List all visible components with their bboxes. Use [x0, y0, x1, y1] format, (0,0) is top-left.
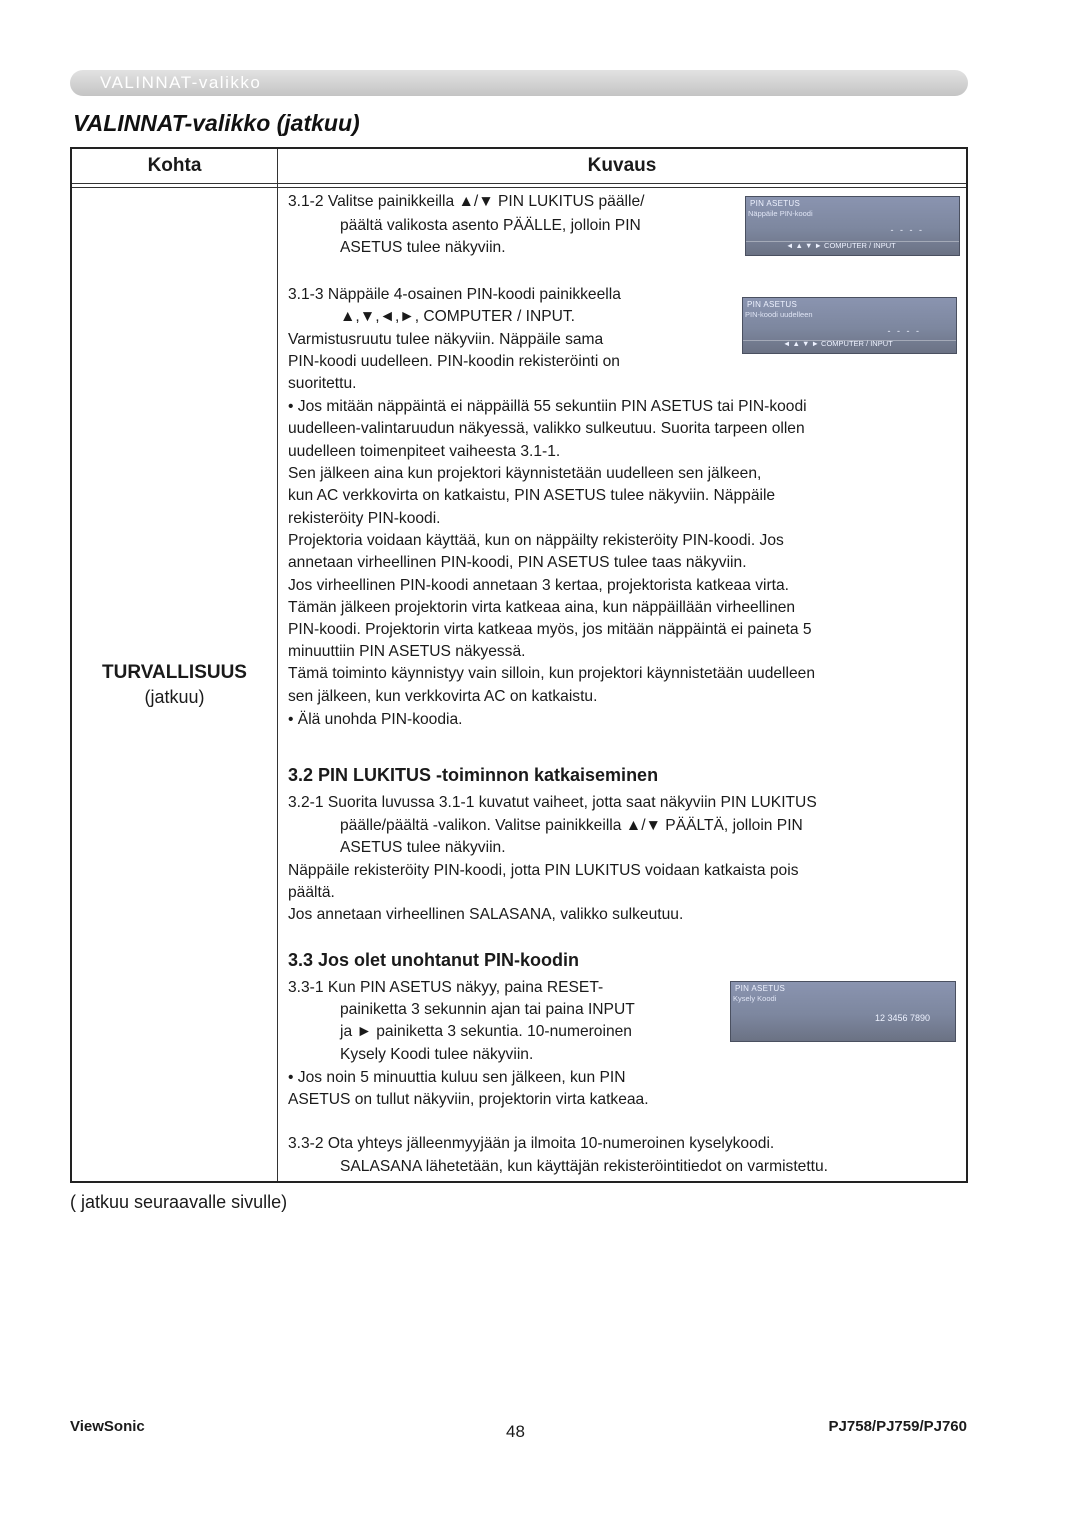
- inquiry-code: 12 3456 7890: [874, 1013, 930, 1023]
- desc-line: • Jos mitään näppäintä ei näppäillä 55 sekuntiin PIN ASETUS tai PIN-koodi: [288, 398, 807, 415]
- screen-label: PIN-koodi uudelleen: [745, 310, 813, 319]
- header-divider: [72, 183, 966, 184]
- desc-line: Sen jälkeen aina kun projektori käynnistetään uudelleen sen jälkeen,: [288, 465, 762, 482]
- screen-label: Näppäile PIN-koodi: [748, 209, 813, 218]
- desc-line: minuuttiin PIN ASETUS näkyessä.: [288, 643, 526, 660]
- subheading-3-3: 3.3 Jos olet unohtanut PIN-koodin: [288, 950, 580, 970]
- pin-mask: - - - -: [890, 225, 924, 235]
- desc-line: Kysely Koodi tulee näkyviin.: [340, 1046, 534, 1063]
- screen-label: Kysely Koodi: [733, 994, 777, 1003]
- screen-title: PIN ASETUS: [735, 984, 786, 993]
- header-divider-double: [72, 187, 966, 188]
- section-tab: [70, 70, 968, 96]
- desc-line: 3.2-1 Suorita luvussa 3.1-1 kuvatut vaiheet, jotta saat näkyviin PIN LUKITUS: [288, 794, 817, 811]
- desc-line: Jos annetaan virheellinen SALASANA, valikko sulkeutuu.: [288, 906, 684, 923]
- desc-line: uudelleen-valintaruudun näkyessä, valikko sulkeutuu. Suorita tarpeen ollen: [288, 420, 805, 437]
- desc-line: ja ► painiketta 3 sekuntia. 10-numeroinen: [340, 1023, 632, 1040]
- desc-line: • Jos noin 5 minuuttia kuluu sen jälkeen, kun PIN: [288, 1069, 626, 1086]
- pin-confirm-screenshot: [742, 297, 957, 354]
- desc-line: ASETUS tulee näkyviin.: [340, 839, 506, 856]
- desc-line: Projektoria voidaan käyttää, kun on näppäilty rekisteröity PIN-koodi. Jos: [288, 532, 784, 549]
- desc-line: painiketta 3 sekunnin ajan tai paina INPUT: [340, 1001, 635, 1018]
- desc-line: Jos virheellinen PIN-koodi annetaan 3 kertaa, projektorista katkeaa virta.: [288, 577, 790, 594]
- desc-line: kun AC verkkovirta on katkaistu, PIN ASETUS tulee näkyviin. Näppäile: [288, 487, 776, 504]
- desc-line: Tämän jälkeen projektorin virta katkeaa aina, kun näppäillään virheellinen: [288, 599, 796, 616]
- continue-note: ( jatkuu seuraavalle sivulle): [70, 1192, 288, 1212]
- subheading-3-2: 3.2 PIN LUKITUS -toiminnon katkaiseminen: [288, 765, 659, 785]
- desc-line: suoritettu.: [288, 375, 357, 392]
- desc-line: 3.1-3 Näppäile 4-osainen PIN-koodi painikkeella: [288, 286, 621, 303]
- screen-hint: ◄ ▲ ▼ ► COMPUTER / INPUT: [783, 339, 893, 348]
- desc-line: 3.1-2 Valitse painikkeilla ▲/▼ PIN LUKITUS päälle/: [288, 193, 645, 210]
- desc-line: uudelleen toimenpiteet vaiheesta 3.1-1.: [288, 443, 561, 460]
- desc-line: päältä valikosta asento PÄÄLLE, jolloin PIN: [340, 217, 641, 234]
- desc-line: 3.3-1 Kun PIN ASETUS näkyy, paina RESET-: [288, 979, 604, 996]
- column-header-item: Kohta: [147, 155, 202, 176]
- desc-line: ASETUS on tullut näkyviin, projektorin virta katkeaa.: [288, 1091, 649, 1108]
- desc-line: SALASANA lähetetään, kun käyttäjän rekisteröintitiedot on varmistettu.: [340, 1158, 829, 1175]
- desc-line: päältä.: [288, 884, 335, 901]
- desc-line: PIN-koodi uudelleen. PIN-koodin rekisteröinti on: [288, 353, 620, 370]
- item-subtitle: (jatkuu): [144, 687, 205, 707]
- inquiry-code-screenshot: [730, 981, 956, 1042]
- page-title: VALINNAT-valikko (jatkuu): [73, 110, 360, 136]
- desc-line: rekisteröity PIN-koodi.: [288, 510, 441, 527]
- column-divider: [277, 149, 278, 1181]
- desc-line: ASETUS tulee näkyviin.: [340, 239, 506, 256]
- screen-hint: ◄ ▲ ▼ ► COMPUTER / INPUT: [786, 241, 896, 250]
- screen-title: PIN ASETUS: [747, 300, 798, 309]
- desc-line: sen jälkeen, kun verkkovirta AC on katkaistu.: [288, 688, 598, 705]
- section-tab-label: VALINNAT-valikko: [100, 73, 262, 92]
- desc-line: Tämä toiminto käynnistyy vain silloin, kun projektori käynnistetään uudelleen: [288, 665, 815, 682]
- pin-entry-screenshot: [745, 196, 960, 256]
- desc-line: annetaan virheellinen PIN-koodi, PIN ASETUS tulee taas näkyviin.: [288, 554, 747, 571]
- footer-model: PJ758/PJ759/PJ760: [828, 1418, 967, 1435]
- desc-line: Varmistusruutu tulee näkyviin. Näppäile sama: [288, 331, 604, 348]
- desc-line: Näppäile rekisteröity PIN-koodi, jotta PIN LUKITUS voidaan katkaista pois: [288, 862, 799, 879]
- desc-line: 3.3-2 Ota yhteys jälleenmyyjään ja ilmoita 10-numeroinen kyselykoodi.: [288, 1135, 775, 1152]
- page-number: 48: [506, 1422, 525, 1441]
- column-header-description: Kuvaus: [587, 155, 657, 176]
- desc-line: päälle/päältä -valikon. Valitse painikkeilla ▲/▼ PÄÄLTÄ, jolloin PIN: [340, 817, 803, 834]
- desc-line: ▲,▼,◄,►, COMPUTER / INPUT.: [340, 308, 576, 325]
- screen-title: PIN ASETUS: [750, 199, 801, 208]
- item-title: TURVALLISUUS: [102, 662, 247, 683]
- footer-brand: ViewSonic: [70, 1418, 145, 1435]
- desc-line: PIN-koodi. Projektorin virta katkeaa myös, jos mitään näppäintä ei paineta 5: [288, 621, 812, 638]
- pin-mask: - - - -: [887, 326, 921, 336]
- desc-line: • Älä unohda PIN-koodia.: [288, 711, 463, 728]
